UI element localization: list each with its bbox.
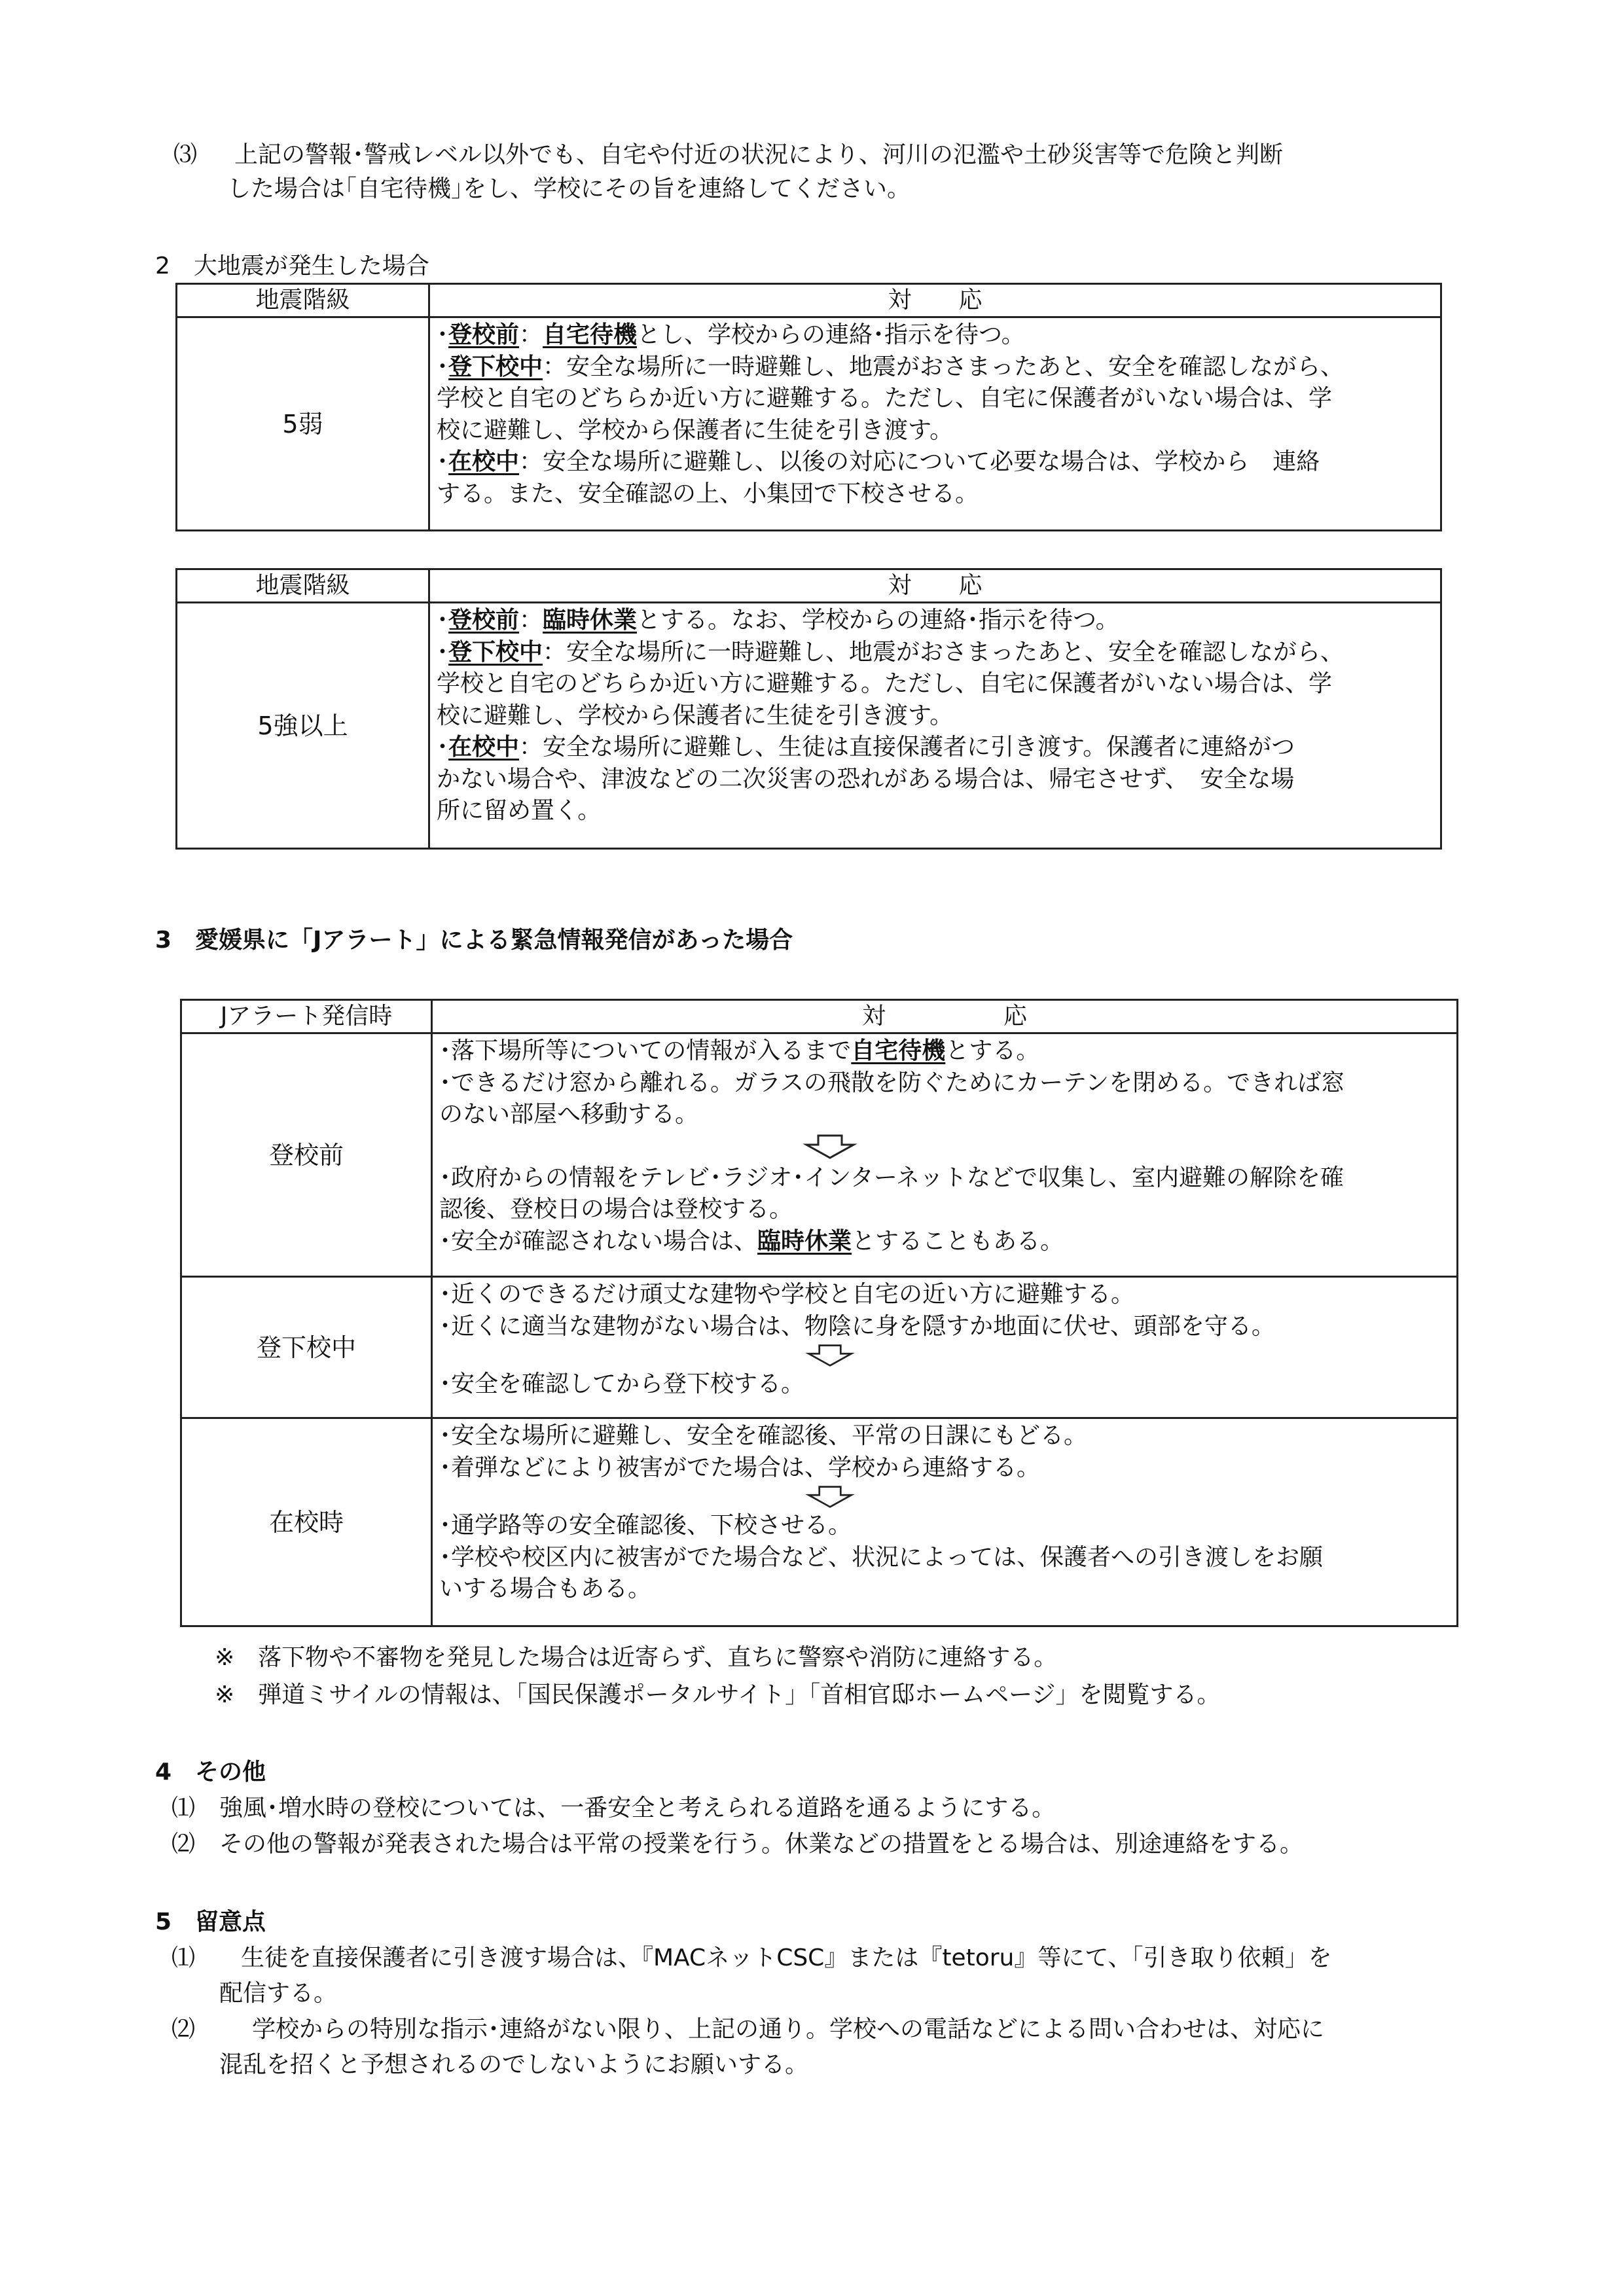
section-5-item1-line1: 生徒を直接保護者に引き渡す場合は、『MACネットCSC』または『tetoru』等にて、「引き取り依頼」を [241,1945,1332,1971]
header-j-alert: Jアラート発信時 [181,1000,432,1033]
row-content-at-school: ･安全な場所に避難し、安全を確認後、平常の日課にもどる。 ･着弾などにより被害がでた場合は、学校から連絡する。 ･通学路等の安全確認後、下校させる。 ･学校や校区内に被害がでた場合など、状況によっては、保護者への引き渡しをお願 いする場合もある。 [432,1418,1458,1626]
section-5-item1-number: ⑴ [171,1945,196,1971]
row-label-at-school: 在校時 [181,1418,432,1626]
section-2-heading: 2 大地震が発生した場合 [155,253,429,279]
j-alert-table [180,999,1458,1627]
item-3-number: ⑶ [173,141,198,168]
down-arrow-icon [439,1131,1450,1162]
response-commuting-l3: 校に避難し、学校から保護者に生徒を引き渡す。 [437,416,954,444]
earthquake-table-5-strong [175,568,1442,850]
section-5-heading: 5 留意点 [155,1909,266,1935]
response-commuting-l2: 学校と自宅のどちらか近い方に避難する。ただし、自宅に保護者がいない場合は、学 [437,385,1333,412]
section-4-item1: 強風･増水時の登校については、一番安全と考えられる道路を通るようにする。 [219,1795,1056,1821]
down-arrow-icon [439,1484,1450,1510]
section-5-item2-line1: 学校からの特別な指示･連絡がない限り、上記の通り。学校への電話などによる問い合わせは、対応に [252,2016,1325,2043]
header-response: 対 応 [429,284,1441,317]
row-label-before-school: 登校前 [181,1033,432,1277]
section-4-item2-number: ⑵ [171,1831,196,1857]
response-commuting: ･登下校中：安全な場所に一時避難し、地震がおさまったあと、安全を確認しながら、 [437,638,1344,666]
earthquake-table-5-weak [175,283,1442,531]
note-1: ※ 落下物や不審物を発見した場合は近寄らず、直ちに警察や消防に連絡する。 [215,1644,1058,1671]
response-at-school-l2: する。また、安全確認の上、小集団で下校させる。 [437,480,979,507]
response-commuting-l2: 学校と自宅のどちらか近い方に避難する。ただし、自宅に保護者がいない場合は、学 [437,670,1333,697]
note-2: ※ 弾道ミサイルの情報は、「国民保護ポータルサイト」「首相官邸ホームページ」を閲覧する。 [215,1681,1221,1708]
item-3-line1: 上記の警報･警戒レベル以外でも、自宅や付近の状況により、河川の氾濫や土砂災害等で危険と判断 [234,141,1284,168]
response-cell [429,317,1441,531]
header-response: 対 応 [432,1000,1458,1033]
section-3-heading: 3 愛媛県に「Jアラート」による緊急情報発信があった場合 [155,927,793,954]
response-before-school: ･登校前：自宅待機とし、学校からの連絡･指示を待つ。 [437,321,1025,348]
row-content-before-school: ･落下場所等についての情報が入るまで自宅待機とする。 ･できるだけ窓から離れる。ガラスの飛散を防ぐためにカーテンを閉める。できれば窓 のない部屋へ移動する。 ･政府からの情報をテレビ･ラジオ･インターネットなどで収集し、室内避難の解除を確 認後、登校日の場合は登校する。 ･安全が確認されない場合は、臨時休業とすることもある。 [432,1033,1458,1277]
header-level: 地震階級 [177,569,429,603]
item-3-line2: した場合は｢自宅待機｣をし、学校にその旨を連絡してください。 [227,175,911,202]
response-at-school-l3: 所に留め置く。 [437,797,602,824]
response-before-school: ･登校前：臨時休業とする。なお、学校からの連絡･指示を待つ。 [437,607,1119,634]
down-arrow-icon [439,1342,1450,1369]
section-4-item1-number: ⑴ [171,1795,196,1821]
response-at-school: ･在校中：安全な場所に避難し、以後の対応について必要な場合は、学校から 連絡 [437,448,1320,475]
response-commuting-l3: 校に避難し、学校から保護者に生徒を引き渡す。 [437,702,954,729]
response-at-school-l2: かない場合や、津波などの二次災害の恐れがある場合は、帰宅させず、 安全な場 [437,765,1295,793]
header-level: 地震階級 [177,284,429,317]
response-cell [429,603,1441,849]
response-at-school: ･在校中：安全な場所に避難し、生徒は直接保護者に引き渡す。保護者に連絡がつ [437,734,1295,761]
level-cell: 5弱 [177,317,429,531]
row-content-commuting: ･近くのできるだけ頑丈な建物や学校と自宅の近い方に避難する。 ･近くに適当な建物がない場合は、物陰に身を隠すか地面に伏せ、頭部を守る。 ･安全を確認してから登下校する。 [432,1277,1458,1418]
response-commuting: ･登下校中：安全な場所に一時避難し、地震がおさまったあと、安全を確認しながら、 [437,353,1344,380]
section-5-item1-line2: 配信する。 [219,1980,338,2007]
section-5-item2-line2: 混乱を招くと予想されるのでしないようにお願いする。 [219,2051,809,2078]
section-5-item2-number: ⑵ [171,2016,196,2043]
row-label-commuting: 登下校中 [181,1277,432,1418]
level-cell: 5強以上 [177,603,429,849]
header-response: 対 応 [429,569,1441,603]
section-4-heading: 4 その他 [155,1759,266,1785]
section-4-item2: その他の警報が発表された場合は平常の授業を行う。休業などの措置をとる場合は、別途連絡をする。 [219,1831,1304,1857]
